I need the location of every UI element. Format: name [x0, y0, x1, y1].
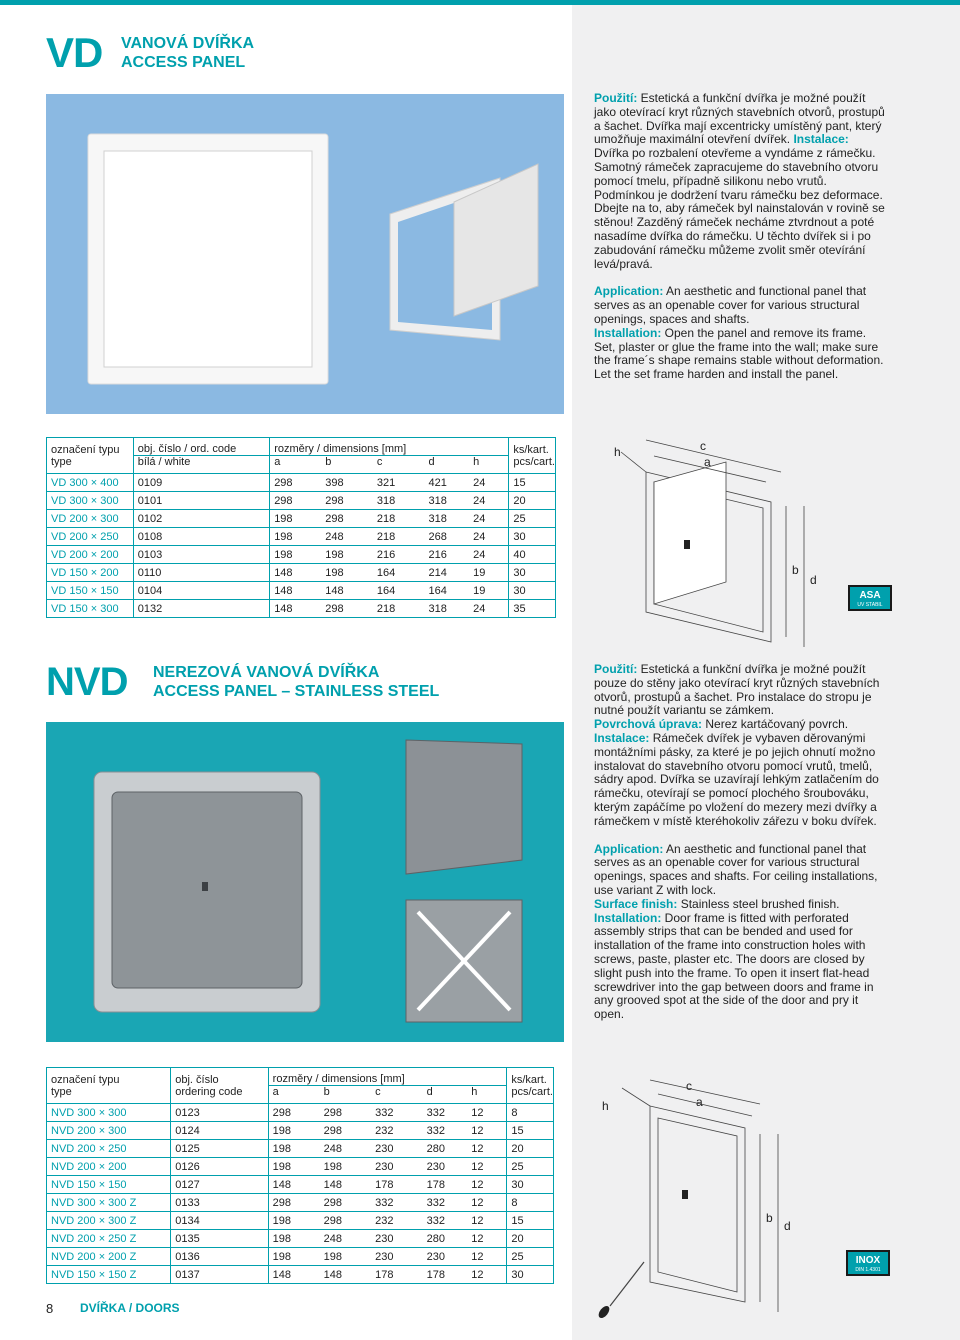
nvd-cell-a: 198: [268, 1212, 320, 1230]
nvd-cell-b: 298: [320, 1104, 372, 1122]
nvd-cell-type: NVD 200 × 250 Z: [47, 1230, 171, 1248]
vd-cell-ks: 30: [509, 528, 556, 546]
nvd-table-row: [47, 1230, 554, 1248]
nvd-cell-ks: 25: [507, 1158, 554, 1176]
nvd-cell-a: 298: [268, 1194, 320, 1212]
nvd-cell-b: 148: [320, 1176, 372, 1194]
vd-table-row: [47, 474, 556, 492]
nvd-desc-cz: [594, 663, 886, 829]
vd-cell-a: 198: [270, 528, 322, 546]
nvd-cell-code: 0123: [171, 1104, 268, 1122]
nvd-cell-c: 230: [371, 1140, 423, 1158]
nvd-dim-label-d: d: [784, 1219, 791, 1233]
vd-th-pcs: pcs/cart.: [509, 456, 556, 474]
nvd-table-row: [47, 1248, 554, 1266]
nvd-cell-b: 298: [320, 1194, 372, 1212]
vd-cz-text-install: Dvířka po rozbalení otevřeme a vyndáme z rámečku. Samotný rámeček zapracujeme do stavebního otvoru pomocí tmelu, případně silikonu nebo vrutů. Podmínkou je dodržení tvaru rámečku bez deformace. Dbejte na to, aby rámeček byl nainstalován v rovině se stěnou! Zazděný rámeček necháme ztvrdnout a poté nasadíme dvířka do rámečku. U těchto dvířek si i po zabudování rámečku můžeme zvolit směr otevírání levá/pravá.: [594, 146, 885, 271]
nvd-cell-code: 0133: [171, 1194, 268, 1212]
nvd-cell-d: 332: [423, 1104, 468, 1122]
nvd-th-c: c: [371, 1086, 423, 1104]
nvd-cell-ks: 30: [507, 1176, 554, 1194]
vd-cell-type: VD 200 × 200: [47, 546, 134, 564]
vd-cell-d: 318: [424, 492, 469, 510]
vd-cell-b: 298: [321, 510, 373, 528]
vd-table-row: [47, 510, 556, 528]
vd-cell-b: 148: [321, 582, 373, 600]
nvd-product-photo: [46, 722, 564, 1042]
vd-cell-h: 24: [469, 474, 509, 492]
nvd-lock-icon: [682, 1190, 688, 1199]
vd-en-text-install: Open the panel and remove its frame. Set, plaster or glue the frame into the wall; make sure the frame´s shape remains stable without deformation. Let the set frame harden and install the panel.: [594, 325, 884, 382]
vd-table-row: [47, 492, 556, 510]
vd-cell-d: 164: [424, 582, 469, 600]
nvd-cell-b: 298: [320, 1212, 372, 1230]
vd-th-b: b: [321, 456, 373, 474]
nvd-en-text-app: An aesthetic and functional panel that serves as an openable cover for various structural openings, spaces and shafts. For ceiling installations, use variant Z with lock.: [594, 841, 878, 897]
nvd-cell-c: 230: [371, 1248, 423, 1266]
vd-table-row: [47, 582, 556, 600]
vd-th-h: h: [469, 456, 509, 474]
section-label: DVÍŘKA / DOORS: [80, 1301, 180, 1315]
nvd-title-cz: NEREZOVÁ VANOVÁ DVÍŘKA: [153, 664, 380, 681]
nvd-th-code-cz: obj. číslo: [171, 1068, 268, 1086]
nvd-cell-b: 198: [320, 1158, 372, 1176]
vd-cell-type: VD 200 × 300: [47, 510, 134, 528]
nvd-panel-illustration: [46, 722, 564, 1042]
vd-cell-a: 148: [270, 600, 322, 618]
nvd-cell-c: 230: [371, 1158, 423, 1176]
vd-cell-type: VD 300 × 300: [47, 492, 134, 510]
vd-product-photo: [46, 94, 564, 414]
vd-table-row: [47, 564, 556, 582]
nvd-inox-badge: [846, 1250, 890, 1276]
nvd-cell-b: 198: [320, 1248, 372, 1266]
nvd-th-ks: ks/kart.: [507, 1068, 554, 1086]
vd-panel-illustration: [46, 94, 564, 414]
nvd-cell-d: 230: [423, 1158, 468, 1176]
nvd-cz-label-install: Instalace:: [594, 730, 650, 745]
vd-desc-en: [594, 285, 886, 382]
vd-cell-h: 24: [469, 510, 509, 528]
vd-title-en: ACCESS PANEL: [121, 54, 246, 71]
vd-table-row: [47, 600, 556, 618]
vd-dim-label-d: d: [810, 573, 817, 587]
nvd-cell-a: 198: [268, 1230, 320, 1248]
vd-th-type-en: type: [47, 456, 134, 474]
nvd-cell-h: 12: [467, 1230, 507, 1248]
vd-cell-c: 218: [373, 528, 425, 546]
nvd-spec-table: [46, 1067, 554, 1284]
vd-lock-icon: [684, 540, 690, 549]
vd-th-a: a: [270, 456, 322, 474]
vd-cell-code: 0108: [133, 528, 269, 546]
nvd-cell-h: 12: [467, 1158, 507, 1176]
nvd-table-row: [47, 1104, 554, 1122]
nvd-cell-d: 178: [423, 1266, 468, 1284]
nvd-cz-label-usage: Použití:: [594, 662, 638, 676]
vd-dim-label-h: h: [614, 445, 621, 459]
nvd-th-h: h: [467, 1086, 507, 1104]
nvd-code: NVD: [46, 660, 128, 704]
nvd-cz-label-surface: Povrchová úprava:: [594, 717, 703, 732]
vd-cell-b: 298: [321, 492, 373, 510]
vd-th-color: bílá / white: [133, 456, 269, 474]
vd-badge-main: ASA: [859, 590, 881, 601]
nvd-th-pcs: pcs/cart.: [507, 1086, 554, 1104]
nvd-dim-label-a: a: [696, 1095, 703, 1109]
nvd-cell-d: 332: [423, 1122, 468, 1140]
nvd-cell-a: 198: [268, 1158, 320, 1176]
nvd-en-label-app: Application:: [594, 841, 664, 856]
nvd-cell-code: 0135: [171, 1230, 268, 1248]
vd-cell-d: 214: [424, 564, 469, 582]
vd-cell-d: 421: [424, 474, 469, 492]
vd-th-d: d: [424, 456, 469, 474]
vd-cell-code: 0109: [133, 474, 269, 492]
nvd-cell-a: 148: [268, 1176, 320, 1194]
nvd-en-label-install: Installation:: [594, 910, 662, 925]
vd-cell-code: 0101: [133, 492, 269, 510]
vd-th-dims: rozměry / dimensions [mm]: [270, 438, 509, 456]
nvd-cell-h: 12: [467, 1212, 507, 1230]
vd-cell-b: 248: [321, 528, 373, 546]
nvd-cell-code: 0126: [171, 1158, 268, 1176]
nvd-badge-main: INOX: [855, 1255, 881, 1266]
vd-cell-code: 0110: [133, 564, 269, 582]
nvd-cell-ks: 25: [507, 1248, 554, 1266]
vd-dimension-diagram: [596, 432, 896, 652]
nvd-dimension-diagram: [580, 1070, 880, 1320]
vd-cell-a: 298: [270, 492, 322, 510]
nvd-cell-h: 12: [467, 1104, 507, 1122]
nvd-table-row: [47, 1140, 554, 1158]
vd-cell-ks: 25: [509, 510, 556, 528]
nvd-cell-b: 248: [320, 1230, 372, 1248]
vd-th-ks: ks/kart.: [509, 438, 556, 456]
page-number: 8: [46, 1301, 54, 1316]
vd-spec-table: [46, 437, 556, 618]
nvd-dim-label-c: c: [686, 1079, 692, 1093]
nvd-cell-type: NVD 300 × 300: [47, 1104, 171, 1122]
vd-en-text-app: An aesthetic and functional panel that serves as an openable cover for various structural openings, spaces and shafts.: [594, 284, 867, 326]
nvd-cell-ks: 30: [507, 1266, 554, 1284]
vd-cell-ks: 30: [509, 564, 556, 582]
vd-cell-h: 24: [469, 546, 509, 564]
nvd-dim-label-h: h: [602, 1099, 609, 1113]
vd-th-c: c: [373, 456, 425, 474]
vd-th-type-cz: označení typu: [47, 438, 134, 456]
vd-cell-b: 298: [321, 600, 373, 618]
nvd-cell-type: NVD 300 × 300 Z: [47, 1194, 171, 1212]
nvd-cell-c: 232: [371, 1212, 423, 1230]
vd-cell-code: 0103: [133, 546, 269, 564]
nvd-description: [594, 663, 886, 1031]
nvd-cell-type: NVD 200 × 200 Z: [47, 1248, 171, 1266]
nvd-cell-type: NVD 150 × 150: [47, 1176, 171, 1194]
vd-cell-a: 198: [270, 510, 322, 528]
vd-cell-ks: 30: [509, 582, 556, 600]
nvd-cell-b: 148: [320, 1266, 372, 1284]
vd-cell-type: VD 150 × 300: [47, 600, 134, 618]
nvd-th-dims: rozměry / dimensions [mm]: [268, 1068, 507, 1086]
nvd-th-a: a: [268, 1086, 320, 1104]
vd-cell-h: 24: [469, 528, 509, 546]
nvd-cell-c: 332: [371, 1104, 423, 1122]
vd-cell-h: 19: [469, 564, 509, 582]
vd-cell-c: 318: [373, 492, 425, 510]
vd-cell-c: 321: [373, 474, 425, 492]
nvd-cell-c: 332: [371, 1194, 423, 1212]
nvd-cell-code: 0136: [171, 1248, 268, 1266]
nvd-cell-type: NVD 200 × 300 Z: [47, 1212, 171, 1230]
nvd-cell-code: 0127: [171, 1176, 268, 1194]
nvd-cell-a: 198: [268, 1122, 320, 1140]
vd-cell-type: VD 300 × 400: [47, 474, 134, 492]
nvd-table-row: [47, 1176, 554, 1194]
vd-cell-ks: 35: [509, 600, 556, 618]
vd-desc-cz: [594, 92, 886, 271]
nvd-en-text-surface: Stainless steel brushed finish.: [677, 896, 840, 911]
screwdriver-icon: [597, 1304, 612, 1320]
vd-th-code: obj. číslo / ord. code: [133, 438, 269, 456]
nvd-cell-ks: 20: [507, 1230, 554, 1248]
vd-cell-d: 318: [424, 510, 469, 528]
nvd-cell-code: 0125: [171, 1140, 268, 1158]
vd-title-cz: VANOVÁ DVÍŘKA: [121, 35, 255, 52]
nvd-table-row: [47, 1266, 554, 1284]
nvd-cell-a: 148: [268, 1266, 320, 1284]
nvd-cell-c: 232: [371, 1122, 423, 1140]
vd-table-row: [47, 528, 556, 546]
nvd-cell-code: 0134: [171, 1212, 268, 1230]
nvd-cell-ks: 15: [507, 1212, 554, 1230]
nvd-cell-a: 298: [268, 1104, 320, 1122]
vd-cell-c: 218: [373, 600, 425, 618]
nvd-th-type-cz: označení typu: [47, 1068, 171, 1086]
vd-cell-a: 198: [270, 546, 322, 564]
nvd-cell-h: 12: [467, 1176, 507, 1194]
vd-cz-label-usage: Použití:: [594, 91, 638, 105]
nvd-cell-h: 12: [467, 1266, 507, 1284]
nvd-cell-ks: 15: [507, 1122, 554, 1140]
nvd-cell-d: 280: [423, 1140, 468, 1158]
nvd-cell-ks: 20: [507, 1140, 554, 1158]
vd-cell-b: 398: [321, 474, 373, 492]
nvd-cell-type: NVD 150 × 150 Z: [47, 1266, 171, 1284]
nvd-cell-b: 248: [320, 1140, 372, 1158]
vd-cell-h: 19: [469, 582, 509, 600]
vd-cell-code: 0132: [133, 600, 269, 618]
nvd-th-b: b: [320, 1086, 372, 1104]
vd-en-label-install: Installation:: [594, 325, 662, 340]
vd-cell-a: 148: [270, 582, 322, 600]
nvd-cell-c: 230: [371, 1230, 423, 1248]
vd-cell-b: 198: [321, 564, 373, 582]
vd-cell-c: 216: [373, 546, 425, 564]
vd-cell-d: 318: [424, 600, 469, 618]
vd-cell-c: 164: [373, 582, 425, 600]
nvd-cell-a: 198: [268, 1140, 320, 1158]
nvd-cell-ks: 8: [507, 1194, 554, 1212]
nvd-title-en: ACCESS PANEL – STAINLESS STEEL: [153, 683, 440, 700]
vd-cell-type: VD 150 × 150: [47, 582, 134, 600]
vd-cz-label-install: Instalace:: [793, 132, 849, 147]
vd-dim-label-a: a: [704, 455, 711, 469]
nvd-th-code-en: ordering code: [171, 1086, 268, 1104]
vd-cell-type: VD 200 × 250: [47, 528, 134, 546]
vd-cz-text-usage: Estetická a funkční dvířka je možné použít jako otevírací kryt různých stavebních otvorů, prostupů a šachet. Dvířka mají excentricky umístěný pant, který umožňuje maximální otevření dvířek.: [594, 91, 885, 147]
nvd-cell-h: 12: [467, 1194, 507, 1212]
vd-code: VD: [46, 29, 103, 76]
nvd-desc-en: [594, 843, 886, 1022]
nvd-cell-h: 12: [467, 1248, 507, 1266]
nvd-cell-h: 12: [467, 1122, 507, 1140]
nvd-cz-text-surface: Nerez kartáčovaný povrch.: [702, 717, 849, 732]
vd-cell-code: 0104: [133, 582, 269, 600]
nvd-badge-sub: DIN 1.4301: [855, 1267, 881, 1273]
vd-cell-c: 164: [373, 564, 425, 582]
vd-cell-type: VD 150 × 200: [47, 564, 134, 582]
vd-dim-label-c: c: [700, 439, 706, 453]
nvd-cz-text-install: Rámeček dvířek je vybaven děrovanými montážními pásky, za které je po jejich ohnutí možno instalovat do stavebního otvoru pomocí vrutů, tmelů, sádry apod. Dvířka se uzavírají lehkým zatlačením do rámečku, otevírají se pomocí plochého šroubováku, kterým zapáčíme po vložení do mezery mezi dvířky a rámečkem v místě kteréhokoliv zářezu v boku dvířek.: [594, 730, 879, 828]
nvd-cell-c: 178: [371, 1176, 423, 1194]
vd-cell-a: 148: [270, 564, 322, 582]
vd-dim-label-b: b: [792, 563, 799, 577]
vd-badge-sub: UV STABIL: [857, 602, 883, 608]
vd-cell-c: 218: [373, 510, 425, 528]
vd-cell-d: 216: [424, 546, 469, 564]
nvd-cell-type: NVD 200 × 200: [47, 1158, 171, 1176]
nvd-cell-h: 12: [467, 1140, 507, 1158]
nvd-cell-b: 298: [320, 1122, 372, 1140]
vd-cell-ks: 15: [509, 474, 556, 492]
nvd-th-type-en: type: [47, 1086, 171, 1104]
nvd-en-text-install: Door frame is fitted with perforated assembly strips that can be bended and used for installation of the frame into construction holes with screws, paste, plaster etc. The doors are closed by slight push into the frame. To open it insert flat-head screwdriver into the gap between doors and frame in any grooved spot at the side of the door and pry it open.: [594, 910, 874, 1022]
nvd-cell-code: 0124: [171, 1122, 268, 1140]
nvd-dim-label-b: b: [766, 1211, 773, 1225]
nvd-table-row: [47, 1122, 554, 1140]
vd-cell-code: 0102: [133, 510, 269, 528]
vd-cell-h: 24: [469, 600, 509, 618]
nvd-table-row: [47, 1212, 554, 1230]
nvd-cell-a: 198: [268, 1248, 320, 1266]
vd-cell-b: 198: [321, 546, 373, 564]
nvd-cell-d: 280: [423, 1230, 468, 1248]
vd-description: [594, 92, 886, 391]
vd-cell-a: 298: [270, 474, 322, 492]
vd-cell-ks: 40: [509, 546, 556, 564]
nvd-cz-text-usage: Estetická a funkční dvířka je možné použít pouze do stěny jako otevírací kryt různých stavebních otvorů, prostupů a šachet. Pro instalace do stropu je nutné použít variantu se zámkem.: [594, 662, 880, 718]
nvd-cell-d: 332: [423, 1194, 468, 1212]
nvd-th-d: d: [423, 1086, 468, 1104]
nvd-cell-type: NVD 200 × 250: [47, 1140, 171, 1158]
vd-table-row: [47, 546, 556, 564]
nvd-cell-d: 178: [423, 1176, 468, 1194]
nvd-cell-type: NVD 200 × 300: [47, 1122, 171, 1140]
nvd-table-row: [47, 1194, 554, 1212]
vd-en-label-app: Application:: [594, 284, 664, 299]
vd-cell-h: 24: [469, 492, 509, 510]
nvd-cell-d: 332: [423, 1212, 468, 1230]
vd-asa-badge: [848, 585, 892, 611]
vd-cell-d: 268: [424, 528, 469, 546]
nvd-cell-ks: 8: [507, 1104, 554, 1122]
nvd-cell-code: 0137: [171, 1266, 268, 1284]
nvd-table-row: [47, 1158, 554, 1176]
nvd-en-label-surface: Surface finish:: [594, 896, 678, 911]
nvd-cell-d: 230: [423, 1248, 468, 1266]
nvd-cell-c: 178: [371, 1266, 423, 1284]
vd-cell-ks: 20: [509, 492, 556, 510]
